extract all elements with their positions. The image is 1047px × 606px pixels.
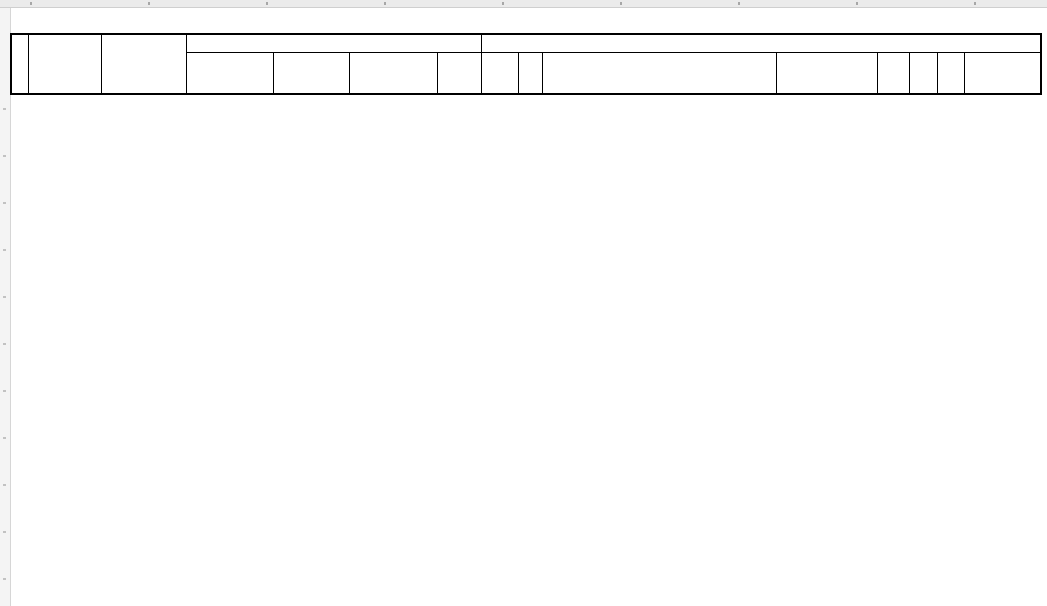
header-deposit[interactable] [877, 52, 909, 94]
header-serial[interactable] [11, 34, 28, 94]
header-conditions[interactable] [542, 52, 776, 94]
header-asset-name[interactable] [186, 52, 273, 94]
header-trade-method[interactable] [909, 52, 937, 94]
header-signup-method[interactable] [937, 52, 964, 94]
header-owner-enterprise[interactable] [101, 34, 186, 94]
header-project[interactable] [349, 52, 437, 94]
header-base-price[interactable] [481, 52, 518, 94]
announcement-period-note[interactable] [10, 586, 1041, 606]
rental-table [10, 33, 1042, 95]
header-asset-info-group[interactable] [186, 34, 481, 52]
header-term[interactable] [518, 52, 542, 94]
page-title [10, 7, 1041, 33]
table-header [11, 34, 1041, 94]
header-group-row [11, 34, 1041, 52]
header-rent-info-group[interactable] [481, 34, 1041, 52]
header-asset-location[interactable] [273, 52, 349, 94]
header-area[interactable] [437, 52, 481, 94]
header-increase-rate[interactable] [776, 52, 877, 94]
header-contact[interactable] [964, 52, 1041, 94]
row-header-strip [0, 8, 11, 606]
header-group-company[interactable] [28, 34, 101, 94]
